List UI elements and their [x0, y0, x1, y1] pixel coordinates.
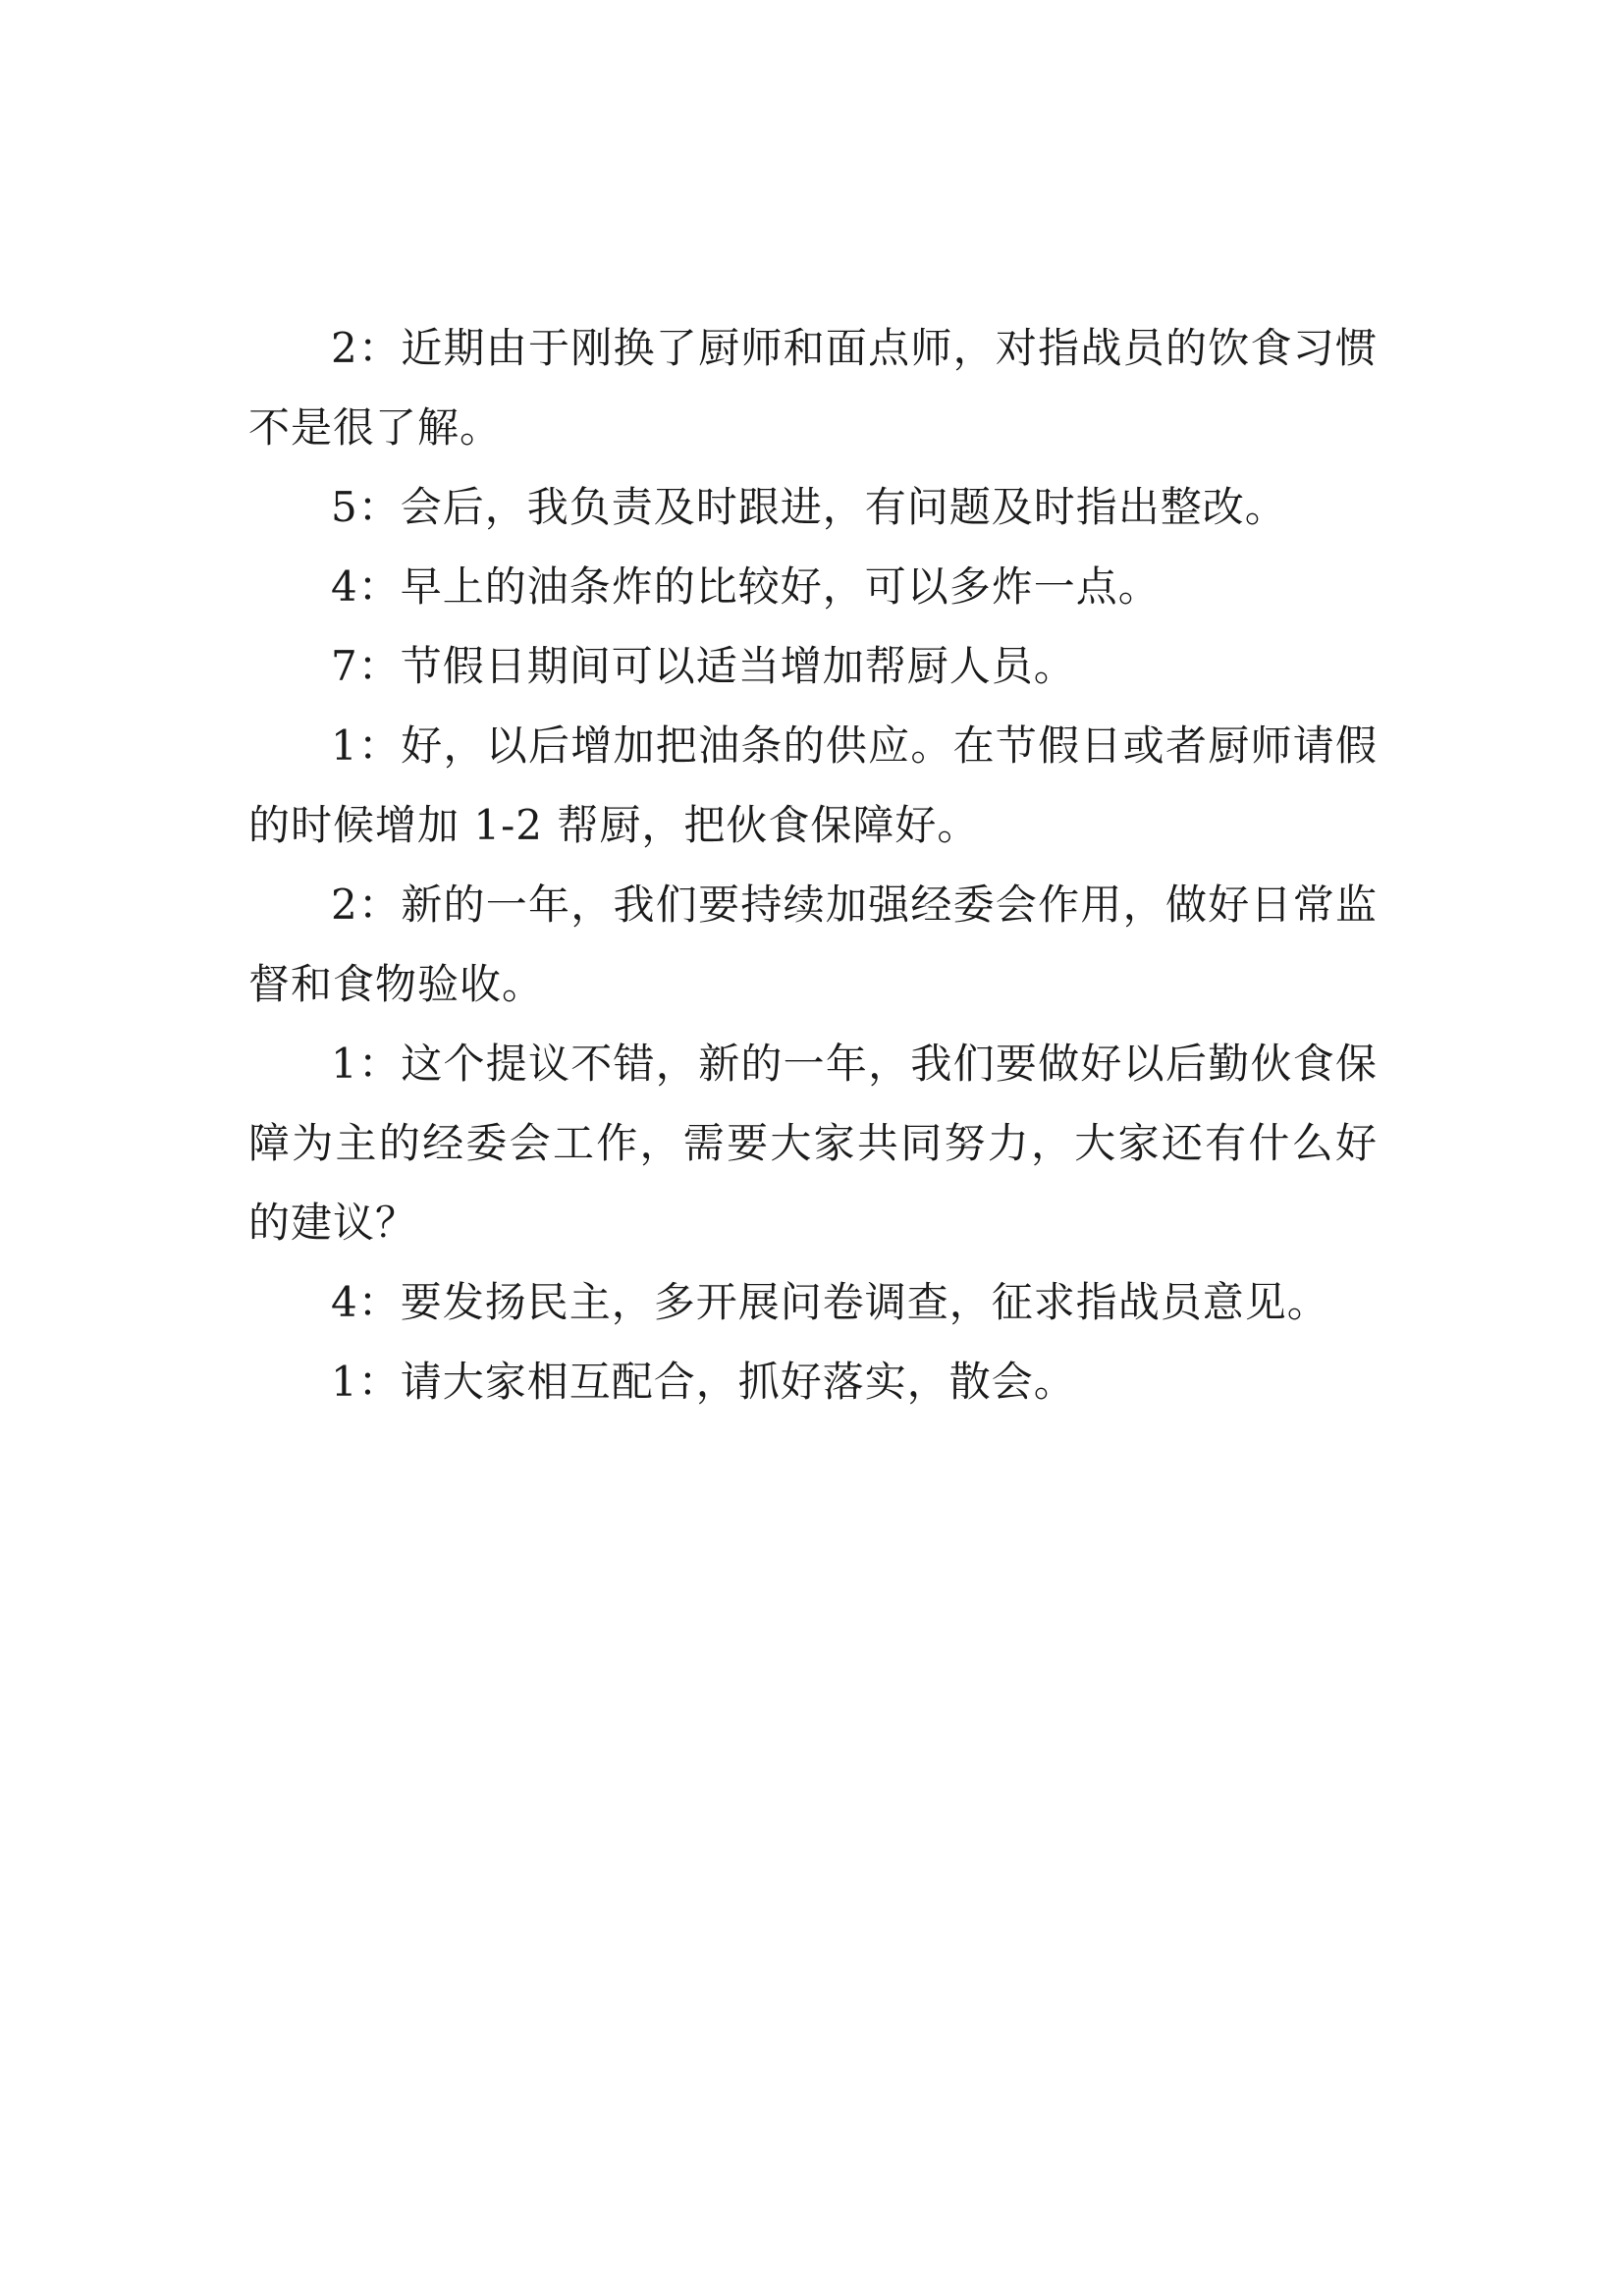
paragraph: 1：这个提议不错，新的一年，我们要做好以后勤伙食保障为主的经委会工作，需要大家共同努力，大家还有什么好的建议？	[248, 1040, 1378, 1247]
paragraph: 2：近期由于刚换了厨师和面点师，对指战员的饮食习惯不是很了解。	[248, 324, 1378, 452]
paragraph: 1：好，以后增加把油条的供应。在节假日或者厨师请假的时候增加 1-2 帮厨，把伙食保障好。	[248, 721, 1378, 849]
paragraph: 1：请大家相互配合，抓好落实，散会。	[331, 1358, 1076, 1406]
paragraph: 5：会后，我负责及时跟进，有问题及时指出整改。	[331, 483, 1287, 531]
document-body	[248, 308, 1378, 1421]
paragraph: 4：要发扬民主，多开展问卷调查，征求指战员意见。	[331, 1278, 1329, 1326]
paragraph: 4：早上的油条炸的比较好，可以多炸一点。	[331, 562, 1161, 611]
paragraph: 7：节假日期间可以适当增加帮厨人员。	[331, 642, 1076, 690]
paragraph: 2：新的一年，我们要持续加强经委会作用，做好日常监督和食物验收。	[248, 881, 1378, 1008]
